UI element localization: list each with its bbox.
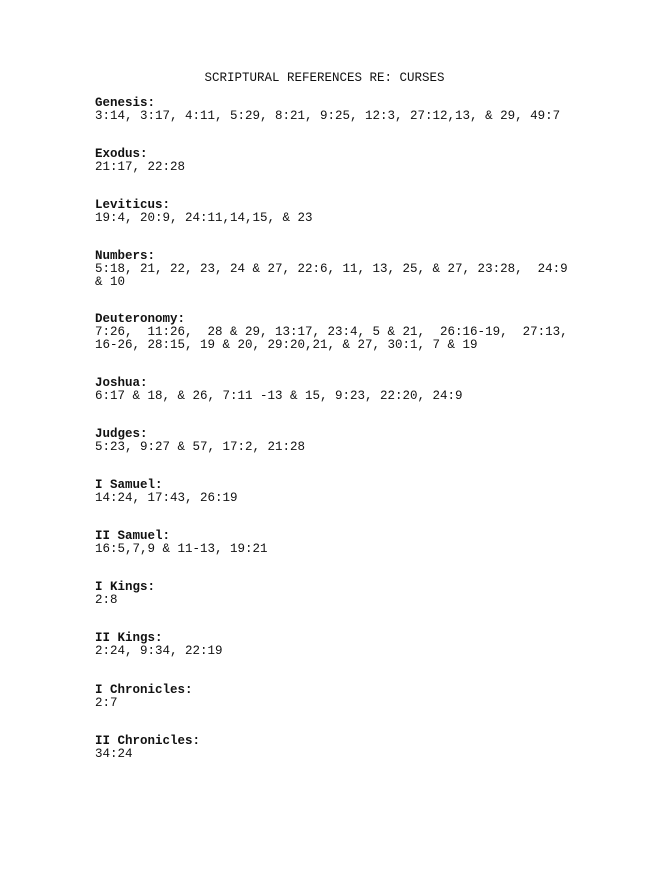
reference-list: 2:24, 9:34, 22:19 [95, 644, 223, 658]
reference-list: 16:5,7,9 & 11-13, 19:21 [95, 542, 268, 556]
reference-list: 7:26, 11:26, 28 & 29, 13:17, 23:4, 5 & 21, 26:16-19, 27:13, 16-26, 28:15, 19 & 20, 29:20,21, & 27, 30:1, 7 & 19 [95, 325, 568, 352]
book-heading: Exodus: [95, 147, 148, 161]
book-heading: Joshua: [95, 376, 148, 390]
reference-list: 19:4, 20:9, 24:11,14,15, & 23 [95, 211, 313, 225]
entry-joshua [95, 376, 595, 403]
book-heading: Leviticus: [95, 198, 171, 212]
entry-genesis [95, 96, 595, 123]
entry-ii-chronicles [95, 734, 595, 761]
book-heading: Numbers: [95, 249, 156, 263]
entry-ii-samuel [95, 529, 595, 556]
entry-ii-kings [95, 631, 595, 658]
entry-i-chronicles [95, 683, 595, 710]
reference-list: 5:23, 9:27 & 57, 17:2, 21:28 [95, 440, 306, 454]
document-title: SCRIPTURAL REFERENCES RE: CURSES [204, 71, 445, 85]
book-heading: II Samuel: [95, 529, 171, 543]
book-heading: Judges: [95, 427, 148, 441]
book-heading: Deuteronomy: [95, 312, 186, 326]
reference-list: 5:18, 21, 22, 23, 24 & 27, 22:6, 11, 13, 25, & 27, 23:28, 24:9 & 10 [95, 262, 568, 289]
book-heading: I Samuel: [95, 478, 163, 492]
reference-list: 6:17 & 18, & 26, 7:11 -13 & 15, 9:23, 22:20, 24:9 [95, 389, 463, 403]
book-heading: I Kings: [95, 580, 156, 594]
book-heading: Genesis: [95, 96, 156, 110]
reference-list: 21:17, 22:28 [95, 160, 186, 174]
reference-list: 2:7 [95, 696, 118, 710]
entry-exodus [95, 147, 595, 174]
book-heading: I Chronicles: [95, 683, 193, 697]
entry-i-samuel [95, 478, 595, 505]
book-heading: II Chronicles: [95, 734, 201, 748]
reference-list: 2:8 [95, 593, 118, 607]
entry-judges [95, 427, 595, 454]
reference-list: 34:24 [95, 747, 133, 761]
entry-deuteronomy [95, 312, 595, 352]
book-heading: II Kings: [95, 631, 163, 645]
reference-list: 14:24, 17:43, 26:19 [95, 491, 238, 505]
entry-leviticus [95, 198, 595, 225]
entry-numbers [95, 249, 595, 289]
entry-i-kings [95, 580, 595, 607]
reference-list: 3:14, 3:17, 4:11, 5:29, 8:21, 9:25, 12:3, 27:12,13, & 29, 49:7 [95, 109, 561, 123]
